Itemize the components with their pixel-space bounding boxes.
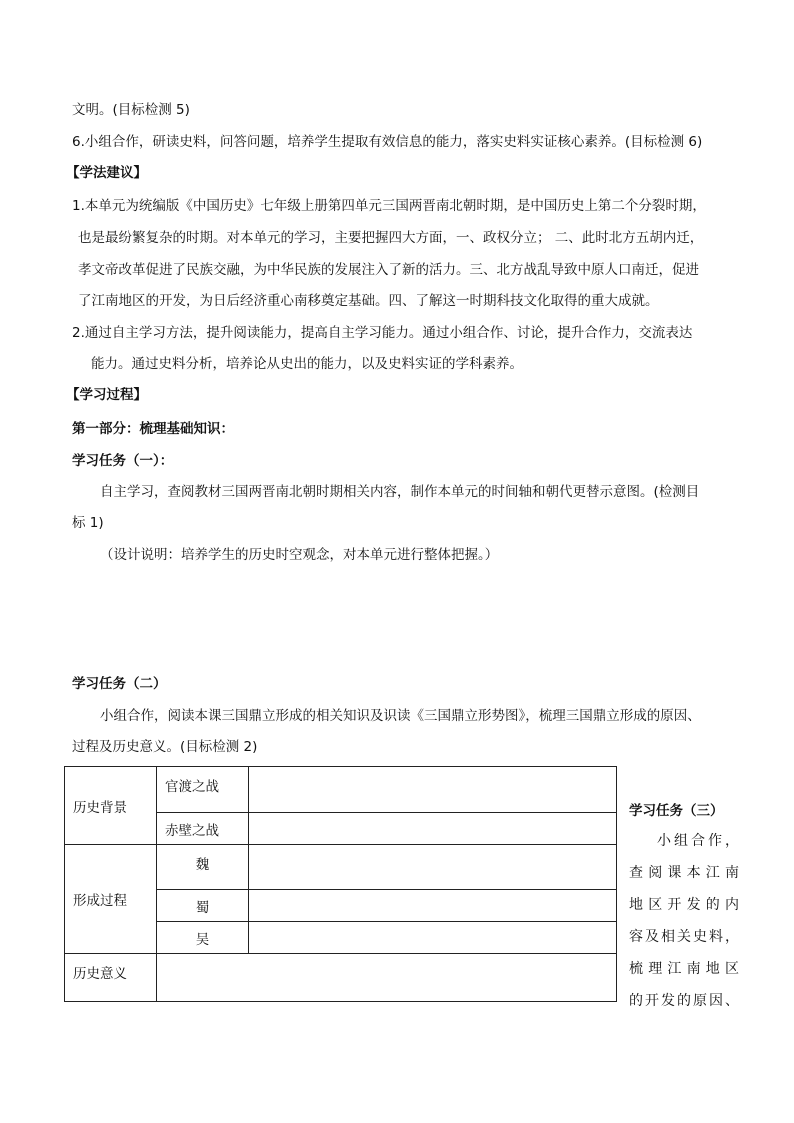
section-heading-method: 【学法建议】 — [66, 165, 147, 181]
method-1-line1: 1.本单元为统编版《中国历史》七年级上册第四单元三国两晋南北朝时期，是中国历史上第二个分裂时期， — [72, 198, 706, 214]
three-kingdoms-table — [64, 766, 617, 1002]
answer-cell-wu[interactable] — [249, 922, 617, 954]
method-1-line2: 也是最纷繁复杂的时期。对本单元的学习，主要把握四大方面，一、政权分立； 二、此时北方五胡内迁， — [78, 230, 704, 246]
section-heading-process: 【学习过程】 — [66, 387, 147, 403]
label-shu: 蜀 — [157, 890, 249, 922]
task-1-text-line2: 标 1) — [72, 515, 104, 531]
task-3-line: 容及相关史料， — [629, 929, 739, 945]
method-2-line1: 2.通过自主学习方法，提升阅读能力，提高自主学习能力。通过小组合作、讨论，提升合作力，交流表达 — [72, 325, 693, 341]
row-label-process: 形成过程 — [65, 845, 157, 954]
task-1-text-line1: 自主学习，查阅教材三国两晋南北朝时期相关内容，制作本单元的时间轴和朝代更替示意图。(检测目 — [100, 484, 700, 500]
task-3-line: 查阅课本江南 — [629, 865, 739, 881]
row-label-background: 历史背景 — [65, 767, 157, 845]
method-1-line4: 了江南地区的开发，为日后经济重心南移奠定基础。四、了解这一时期科技文化取得的重大成就。 — [78, 293, 659, 309]
task-3-line: 梳理江南地区 — [629, 961, 739, 977]
part-1-heading: 第一部分：梳理基础知识： — [72, 421, 234, 437]
method-2-line2: 能力。通过史料分析，培养论从史出的能力，以及史料实证的学科素养。 — [91, 356, 523, 372]
label-wu: 吴 — [157, 922, 249, 954]
task-2-heading: 学习任务（二） — [72, 676, 167, 692]
objective-6: 6.小组合作，研读史料，问答问题，培养学生提取有效信息的能力，落实史料实证核心素养。(目标检测 6) — [72, 134, 703, 150]
text-line: 文明。(目标检测 5) — [72, 102, 190, 118]
label-wei: 魏 — [157, 845, 249, 890]
label-guandu: 官渡之战 — [157, 767, 249, 813]
answer-cell-guandu[interactable] — [249, 767, 617, 813]
answer-cell-wei[interactable] — [249, 845, 617, 890]
row-label-significance: 历史意义 — [65, 954, 157, 1002]
task-2-text-line1: 小组合作，阅读本课三国鼎立形成的相关知识及识读《三国鼎立形势图》，梳理三国鼎立形成的原因、 — [100, 708, 701, 724]
task-3-heading: 学习任务（三） — [629, 803, 724, 819]
task-2-text-line2: 过程及历史意义。(目标检测 2) — [72, 739, 258, 755]
method-1-line3: 孝文帝改革促进了民族交融，为中华民族的发展注入了新的活力。三、北方战乱导致中原人口南迁，促进 — [78, 262, 699, 278]
design-note: （设计说明：培养学生的历史时空观念，对本单元进行整体把握。） — [100, 547, 499, 563]
task-3-line: 小组合作， — [657, 833, 739, 849]
task-1-heading: 学习任务（一）： — [72, 453, 174, 469]
answer-cell-shu[interactable] — [249, 890, 617, 922]
task-3-line: 地区开发的内 — [629, 897, 739, 913]
answer-cell-chibi[interactable] — [249, 813, 617, 845]
answer-cell-significance[interactable] — [157, 954, 617, 1002]
task-3-line: 的开发的原因、 — [629, 993, 739, 1009]
label-chibi: 赤壁之战 — [157, 813, 249, 845]
